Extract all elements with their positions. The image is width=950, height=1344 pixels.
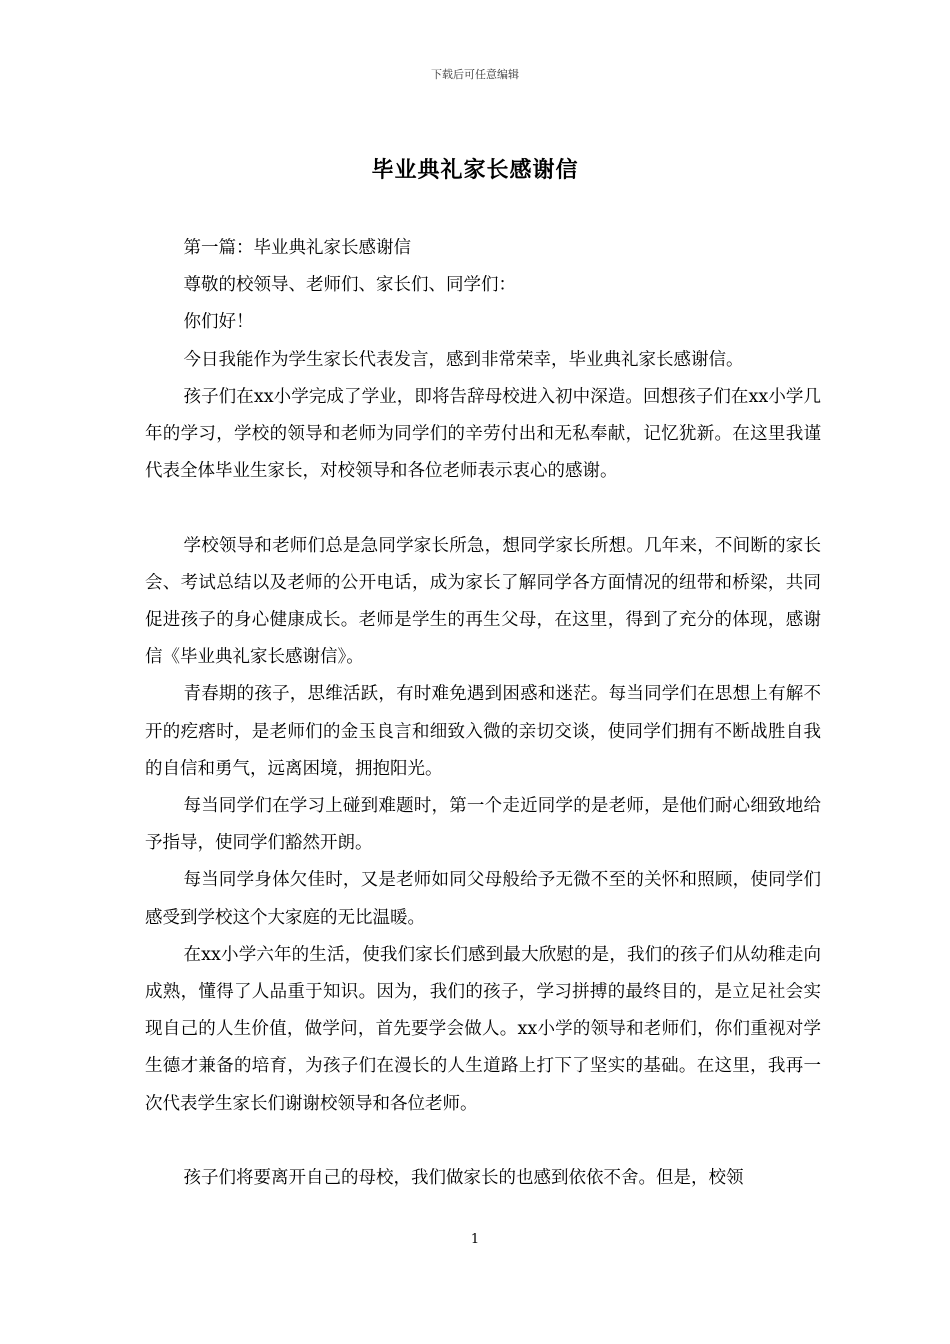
paragraph: 孩子们在xx小学完成了学业，即将告辞母校进入初中深造。回想孩子们在xx小学几年的学习，学校的领导和老师为同学们的辛劳付出和无私奉献，记忆犹新。在这里我谨代表全体毕业生家长，对校领导和各位老师表示衷心的感谢。 (145, 386, 821, 482)
paragraph: 尊敬的校领导、老师们、家长们、同学们： (183, 275, 516, 296)
document-body (145, 230, 821, 1197)
page-number: 1 (470, 1232, 480, 1247)
paragraph: 每当同学身体欠佳时，又是老师如同父母般给予无微不至的关怀和照顾，使同学们感受到学校这个大家庭的无比温暖。 (145, 870, 821, 928)
paragraph: 第一篇：毕业典礼家长感谢信 (183, 238, 411, 258)
paragraph: 青春期的孩子，思维活跃，有时难免遇到困惑和迷茫。每当同学们在思想上有解不开的疙瘩时，是老师们的金玉良言和细致入微的亲切交谈，使同学们拥有不断战胜自我的自信和勇气，远离困境，拥抱阳光。 (145, 684, 821, 779)
paragraph: 学校领导和老师们总是急同学家长所急，想同学家长所想。几年来，不间断的家长会、考试总结以及老师的公开电话，成为家长了解同学各方面情况的纽带和桥梁，共同促进孩子的身心健康成长。老师是学生的再生父母，在这里，得到了充分的体现，感谢信《毕业典礼家长感谢信》。 (145, 535, 821, 668)
paragraph: 孩子们将要离开自己的母校，我们做家长的也感到依依不舍。但是，校领 (183, 1168, 744, 1189)
paragraph: 每当同学们在学习上碰到难题时，第一个走近同学的是老师，是他们耐心细致地给予指导，使同学们豁然开朗。 (145, 796, 821, 854)
header-note: 下载后可任意编辑 (431, 68, 519, 81)
paragraph: 你们好！ (183, 312, 254, 333)
document-title: 毕业典礼家长感谢信 (371, 157, 579, 183)
paragraph: 今日我能作为学生家长代表发言，感到非常荣幸，毕业典礼家长感谢信。 (183, 349, 744, 370)
paragraph: 在xx小学六年的生活，使我们家长们感到最大欣慰的是，我们的孩子们从幼稚走向成熟，懂得了人品重于知识。因为，我们的孩子，学习拼搏的最终目的，是立足社会实现自己的人生价值，做学问，首先要学会做人。xx小学的领导和老师们，你们重视对学生德才兼备的培育，为孩子们在漫长的人生道路上打下了坚实的基础。在这里，我再一次代表学生家长们谢谢校领导和各位老师。 (145, 944, 821, 1114)
